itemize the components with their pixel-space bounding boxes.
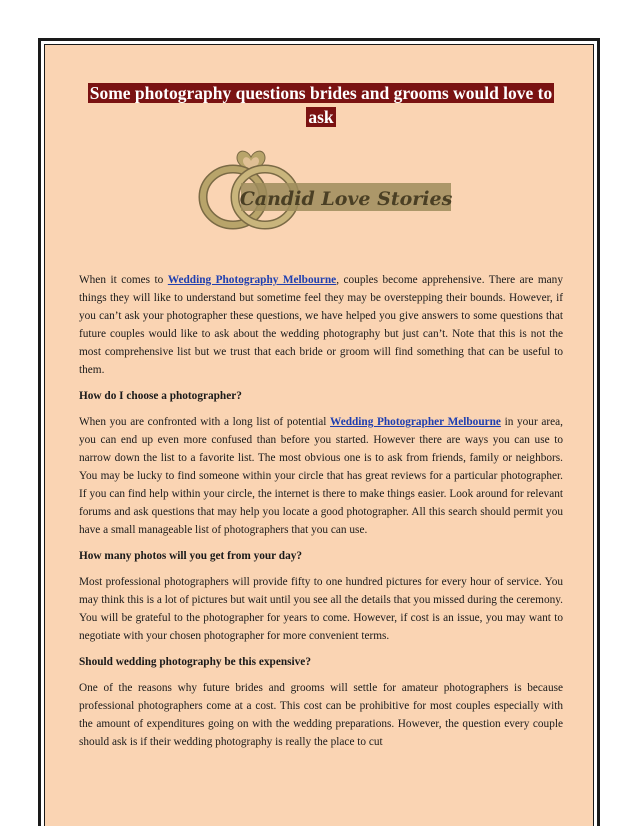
logo-text: Candid Love Stories: [239, 188, 453, 210]
document-content: [79, 81, 563, 751]
candid-love-stories-logo: [181, 137, 461, 237]
document-title: Some photography questions brides and grooms would love to ask: [89, 83, 553, 127]
wedding-photography-melbourne-link[interactable]: Wedding Photography Melbourne: [167, 274, 337, 286]
section-heading-choose-photographer: How do I choose a photographer?: [79, 390, 242, 402]
section-heading-expensive: Should wedding photography be this expensive?: [79, 656, 311, 668]
wedding-photographer-melbourne-link[interactable]: Wedding Photographer Melbourne: [330, 416, 501, 428]
document-page: [38, 38, 600, 826]
intro-paragraph: When it comes to Wedding Photography Melbourne, couples become apprehensive. There are many things they will like to understand but sometime feel they may be overstepping their bounds. However, if you can’t ask your photographer these questions, we have helped you give answers to some questions that future couples would like to ask about the wedding photography but just can’t. Note that this is not the most comprehensive list but we trust that each bride or groom will find something that can be useful to them.: [79, 274, 563, 376]
page-body: [44, 44, 594, 826]
choose-photographer-paragraph: When you are confronted with a long list of potential Wedding Photographer Melbourne in your area, you can end up even more confused than before you started. However there are ways you can use to narrow down the list to a favorite list. The most obvious one is to ask from friends, family or neighbors. You may be lucky to find someone within your circle that has great reviews for a particular photographer. If you can find help within your circle, the internet is there to make things easier. Look around for relevant forums and ask questions that may help you locate a good photographer. All this search should permit you have a small manageable list of photographers that you can use.: [79, 416, 563, 536]
how-many-photos-paragraph: Most professional photographers will provide fifty to one hundred pictures for every hour of service. You may think this is a lot of pictures but wait until you see all the details that you missed during the ceremony. You will be grateful to the photographer for years to come. However, if cost is an issue, you may want to negotiate with your chosen photographer for more convenient terms.: [79, 576, 563, 642]
expensive-paragraph: One of the reasons why future brides and grooms will settle for amateur photographers is because professional photographers come at a cost. This cost can be prohibitive for most couples especially with the amount of expenditures going on with the wedding preparations. However, the question every couple should ask is if their wedding photography is really the place to cut: [79, 682, 563, 748]
section-heading-how-many-photos: How many photos will you get from your day?: [79, 550, 303, 562]
